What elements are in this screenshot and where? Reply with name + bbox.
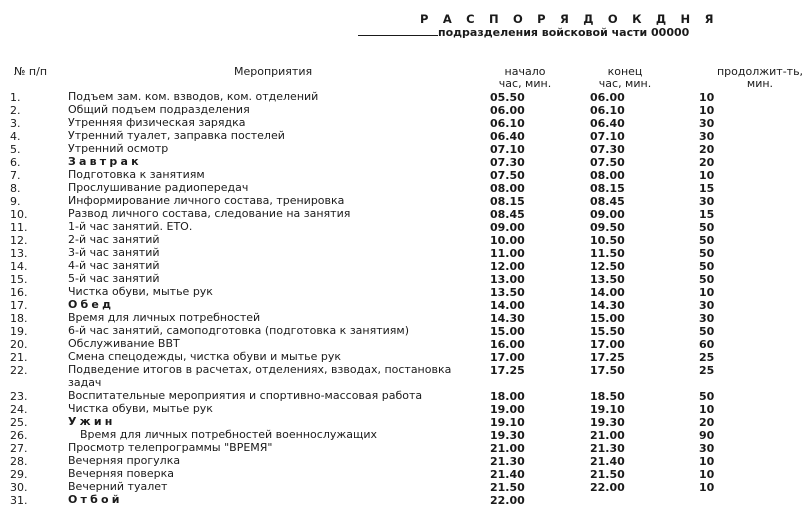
row-start-time: 16.00 xyxy=(490,338,525,351)
row-start-time: 21.00 xyxy=(490,442,525,455)
row-duration: 50 xyxy=(699,260,715,273)
row-number: 7. xyxy=(10,169,21,182)
row-duration: 30 xyxy=(699,117,715,130)
row-end-time: 12.50 xyxy=(590,260,625,273)
row-event: Завтрак xyxy=(68,155,142,168)
row-number: 3. xyxy=(10,117,21,130)
row-event: Подготовка к занятиям xyxy=(68,168,205,181)
row-number: 13. xyxy=(10,247,28,260)
row-duration: 20 xyxy=(699,143,715,156)
row-duration: 10 xyxy=(699,403,715,416)
row-event: Вечерняя поверка xyxy=(68,467,175,480)
row-start-time: 21.30 xyxy=(490,455,525,468)
row-start-time: 11.00 xyxy=(490,247,525,260)
row-start-time: 19.00 xyxy=(490,403,525,416)
row-number: 6. xyxy=(10,156,21,169)
row-event: 5-й час занятий xyxy=(68,272,160,285)
row-start-time: 17.00 xyxy=(490,351,525,364)
row-event: Время для личных потребностей xyxy=(68,311,261,324)
header-number: № п/п xyxy=(14,65,48,78)
row-start-time: 19.30 xyxy=(490,429,525,442)
row-end-time: 08.45 xyxy=(590,195,625,208)
row-duration: 10 xyxy=(699,468,715,481)
row-number: 8. xyxy=(10,182,21,195)
row-end-time: 11.50 xyxy=(590,247,625,260)
header-end xyxy=(590,66,660,90)
row-duration: 50 xyxy=(699,234,715,247)
row-number: 17. xyxy=(10,299,28,312)
row-duration: 25 xyxy=(699,364,715,377)
row-end-time: 21.00 xyxy=(590,429,625,442)
table-row xyxy=(0,403,809,416)
row-number: 4. xyxy=(10,130,21,143)
row-start-time: 22.00 xyxy=(490,494,525,507)
row-end-time: 09.00 xyxy=(590,208,625,221)
subtitle-text: подразделения войсковой части 00000 xyxy=(438,26,690,39)
row-start-time: 12.00 xyxy=(490,260,525,273)
row-duration: 10 xyxy=(699,104,715,117)
row-event: Чистка обуви, мытье рук xyxy=(68,402,213,415)
row-end-time: 08.00 xyxy=(590,169,625,182)
row-number: 11. xyxy=(10,221,28,234)
row-event: Утренняя физическая зарядка xyxy=(68,116,246,129)
row-event: Ужин xyxy=(68,415,116,428)
row-number: 15. xyxy=(10,273,28,286)
row-end-time: 07.10 xyxy=(590,130,625,143)
row-duration: 60 xyxy=(699,338,715,351)
row-end-time: 15.00 xyxy=(590,312,625,325)
row-duration: 10 xyxy=(699,455,715,468)
row-event: 3-й час занятий xyxy=(68,246,160,259)
row-end-time: 17.00 xyxy=(590,338,625,351)
header-start-unit: час, мин. xyxy=(498,77,552,90)
row-end-time: 07.50 xyxy=(590,156,625,169)
row-event: 2-й час занятий xyxy=(68,233,160,246)
row-end-time: 10.50 xyxy=(590,234,625,247)
row-duration: 10 xyxy=(699,91,715,104)
row-event: Общий подъем подразделения xyxy=(68,103,250,116)
row-start-time: 14.30 xyxy=(490,312,525,325)
row-end-time: 09.50 xyxy=(590,221,625,234)
header-end-label: конец xyxy=(607,65,643,78)
row-number: 27. xyxy=(10,442,28,455)
row-event: Подведение итогов в расчетах, отделениях, взводах, постановка задач xyxy=(68,363,452,389)
row-start-time: 06.10 xyxy=(490,117,525,130)
row-event: Вечерняя прогулка xyxy=(68,454,181,467)
row-number: 31. xyxy=(10,494,28,507)
header-duration xyxy=(712,66,808,90)
row-duration: 90 xyxy=(699,429,715,442)
row-duration: 50 xyxy=(699,221,715,234)
row-duration: 30 xyxy=(699,195,715,208)
row-end-time: 15.50 xyxy=(590,325,625,338)
row-event: Обслуживание ВВТ xyxy=(68,337,180,350)
row-end-time: 17.50 xyxy=(590,364,625,377)
row-end-time: 06.10 xyxy=(590,104,625,117)
row-end-time: 14.30 xyxy=(590,299,625,312)
row-end-time: 06.40 xyxy=(590,117,625,130)
row-number: 28. xyxy=(10,455,28,468)
row-duration: 15 xyxy=(699,208,715,221)
row-event: Развод личного состава, следование на занятия xyxy=(68,207,351,220)
row-number: 20. xyxy=(10,338,28,351)
header-end-unit: час, мин. xyxy=(598,77,652,90)
row-event: Чистка обуви, мытье рук xyxy=(68,285,213,298)
row-end-time: 18.50 xyxy=(590,390,625,403)
header-duration-label: продолжит-ть, xyxy=(716,65,804,78)
row-end-time: 21.40 xyxy=(590,455,625,468)
page-subtitle xyxy=(358,25,689,39)
row-start-time: 06.00 xyxy=(490,104,525,117)
row-event: Отбой xyxy=(68,493,123,506)
row-number: 12. xyxy=(10,234,28,247)
row-number: 16. xyxy=(10,286,28,299)
row-end-time: 19.10 xyxy=(590,403,625,416)
row-event: Вечерний туалет xyxy=(68,480,168,493)
row-event: 1-й час занятий. ЕТО. xyxy=(68,220,193,233)
row-duration: 10 xyxy=(699,169,715,182)
row-number: 26. xyxy=(10,429,28,442)
row-end-time: 07.30 xyxy=(590,143,625,156)
row-duration: 50 xyxy=(699,247,715,260)
row-start-time: 19.10 xyxy=(490,416,525,429)
row-event: Утренний туалет, заправка постелей xyxy=(68,129,285,142)
row-number: 19. xyxy=(10,325,28,338)
row-end-time: 13.50 xyxy=(590,273,625,286)
row-end-time: 14.00 xyxy=(590,286,625,299)
header-start xyxy=(490,66,560,90)
row-start-time: 10.00 xyxy=(490,234,525,247)
row-number: 30. xyxy=(10,481,28,494)
row-end-time: 06.00 xyxy=(590,91,625,104)
row-event: 6-й час занятий, самоподготовка (подготовка к занятиям) xyxy=(68,324,409,337)
row-duration: 30 xyxy=(699,130,715,143)
schedule-table xyxy=(0,91,809,507)
row-event: Утренний осмотр xyxy=(68,142,169,155)
row-end-time: 08.15 xyxy=(590,182,625,195)
row-number: 9. xyxy=(10,195,21,208)
row-event: Просмотр телепрограммы "ВРЕМЯ" xyxy=(68,441,273,454)
row-event: 4-й час занятий xyxy=(68,259,160,272)
row-event: Время для личных потребностей военнослужащих xyxy=(80,428,378,441)
row-duration: 30 xyxy=(699,442,715,455)
row-event: Смена спецодежды, чистка обуви и мытье рук xyxy=(68,350,342,363)
table-row xyxy=(0,364,809,390)
table-row xyxy=(0,286,809,299)
table-header xyxy=(0,66,809,92)
row-duration: 10 xyxy=(699,481,715,494)
row-duration: 50 xyxy=(699,273,715,286)
row-number: 22. xyxy=(10,364,28,377)
row-number: 29. xyxy=(10,468,28,481)
row-end-time: 22.00 xyxy=(590,481,625,494)
row-end-time: 19.30 xyxy=(590,416,625,429)
row-number: 5. xyxy=(10,143,21,156)
row-number: 24. xyxy=(10,403,28,416)
row-number: 10. xyxy=(10,208,28,221)
header-start-label: начало xyxy=(504,65,546,78)
table-row xyxy=(0,494,809,507)
row-start-time: 13.50 xyxy=(490,286,525,299)
header-duration-unit: мин. xyxy=(746,77,774,90)
row-start-time: 08.45 xyxy=(490,208,525,221)
page-title: Р А С П О Р Я Д О К Д Н Я xyxy=(420,12,719,26)
row-start-time: 07.10 xyxy=(490,143,525,156)
header-event: Мероприятия xyxy=(234,65,313,78)
row-duration: 25 xyxy=(699,351,715,364)
row-number: 23. xyxy=(10,390,28,403)
row-duration: 15 xyxy=(699,182,715,195)
row-event: Прослушивание радиопередач xyxy=(68,181,249,194)
row-event: Воспитательные мероприятия и спортивно-массовая работа xyxy=(68,389,423,402)
row-start-time: 05.50 xyxy=(490,91,525,104)
row-start-time: 07.50 xyxy=(490,169,525,182)
row-start-time: 21.50 xyxy=(490,481,525,494)
row-start-time: 18.00 xyxy=(490,390,525,403)
row-number: 18. xyxy=(10,312,28,325)
row-start-time: 09.00 xyxy=(490,221,525,234)
row-number: 1. xyxy=(10,91,21,104)
row-start-time: 07.30 xyxy=(490,156,525,169)
row-duration: 30 xyxy=(699,312,715,325)
row-end-time: 21.30 xyxy=(590,442,625,455)
row-end-time: 21.50 xyxy=(590,468,625,481)
unit-name-blank-line xyxy=(358,25,438,36)
row-duration: 50 xyxy=(699,390,715,403)
row-event: Обед xyxy=(68,298,115,311)
row-start-time: 08.00 xyxy=(490,182,525,195)
row-event: Информирование личного состава, тренировка xyxy=(68,194,345,207)
row-number: 14. xyxy=(10,260,28,273)
row-number: 2. xyxy=(10,104,21,117)
row-start-time: 06.40 xyxy=(490,130,525,143)
row-start-time: 21.40 xyxy=(490,468,525,481)
row-duration: 20 xyxy=(699,416,715,429)
row-duration: 30 xyxy=(699,299,715,312)
row-start-time: 13.00 xyxy=(490,273,525,286)
row-duration: 20 xyxy=(699,156,715,169)
row-number: 21. xyxy=(10,351,28,364)
row-duration: 50 xyxy=(699,325,715,338)
row-start-time: 08.15 xyxy=(490,195,525,208)
row-start-time: 15.00 xyxy=(490,325,525,338)
row-start-time: 17.25 xyxy=(490,364,525,377)
row-end-time: 17.25 xyxy=(590,351,625,364)
row-event: Подъем зам. ком. взводов, ком. отделений xyxy=(68,90,319,103)
row-start-time: 14.00 xyxy=(490,299,525,312)
row-number: 25. xyxy=(10,416,28,429)
row-duration: 10 xyxy=(699,286,715,299)
